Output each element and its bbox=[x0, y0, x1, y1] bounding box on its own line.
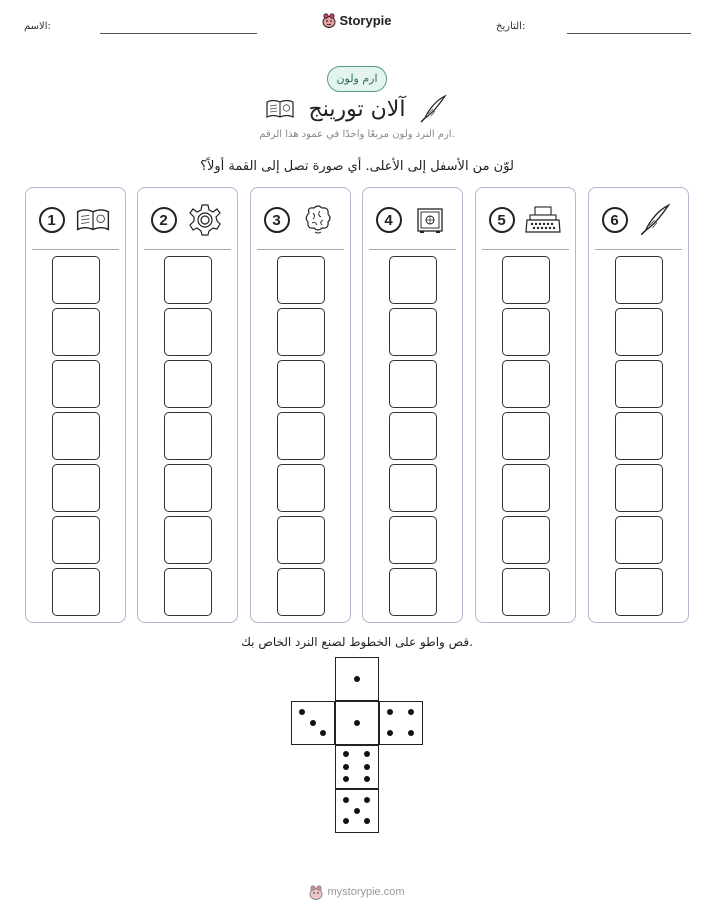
color-box[interactable] bbox=[52, 568, 100, 616]
typewriter-icon bbox=[523, 203, 563, 237]
die-pip bbox=[408, 709, 414, 715]
color-box[interactable] bbox=[615, 568, 663, 616]
die-pip bbox=[364, 776, 370, 782]
column-divider bbox=[257, 249, 344, 250]
die-pip bbox=[387, 730, 393, 736]
color-box[interactable] bbox=[389, 464, 437, 512]
column-divider bbox=[32, 249, 119, 250]
column-number: 4 bbox=[376, 207, 402, 233]
die-pip bbox=[364, 764, 370, 770]
column-divider bbox=[595, 249, 682, 250]
color-box[interactable] bbox=[277, 256, 325, 304]
dice-column-4 bbox=[362, 187, 463, 623]
footer bbox=[0, 884, 714, 904]
color-box[interactable] bbox=[502, 568, 550, 616]
column-divider bbox=[482, 249, 569, 250]
subtitle: ارم النرد ولون مربعًا واحدًا في عمود هذا الرقم. bbox=[259, 129, 455, 140]
color-box[interactable] bbox=[164, 464, 212, 512]
feather-quill-icon bbox=[636, 203, 676, 237]
gear-icon bbox=[185, 203, 225, 237]
column-number: 3 bbox=[264, 207, 290, 233]
color-box[interactable] bbox=[52, 412, 100, 460]
brand-name: Storypie bbox=[339, 12, 392, 28]
open-book-icon bbox=[265, 98, 295, 120]
die-face-1 bbox=[335, 657, 379, 701]
date-line bbox=[567, 33, 691, 34]
color-box[interactable] bbox=[615, 256, 663, 304]
color-box[interactable] bbox=[164, 308, 212, 356]
color-box[interactable] bbox=[277, 568, 325, 616]
cut-instruction: قص واطو على الخطوط لصنع النرد الخاص بك. bbox=[241, 635, 473, 649]
die-pip bbox=[343, 764, 349, 770]
die-pip bbox=[299, 709, 305, 715]
color-box[interactable] bbox=[277, 464, 325, 512]
color-box[interactable] bbox=[277, 360, 325, 408]
column-divider bbox=[369, 249, 456, 250]
color-box[interactable] bbox=[615, 464, 663, 512]
color-box[interactable] bbox=[615, 308, 663, 356]
die-face-1 bbox=[335, 701, 379, 745]
column-number: 6 bbox=[602, 207, 628, 233]
die-face-4 bbox=[379, 701, 423, 745]
color-box[interactable] bbox=[389, 412, 437, 460]
color-box[interactable] bbox=[615, 516, 663, 564]
die-pip bbox=[387, 709, 393, 715]
column-header bbox=[363, 202, 462, 238]
die-pip bbox=[343, 797, 349, 803]
die-pip bbox=[354, 808, 360, 814]
color-box[interactable] bbox=[164, 568, 212, 616]
dice-column-1 bbox=[25, 187, 126, 623]
brand bbox=[0, 12, 714, 32]
die-pip bbox=[364, 751, 370, 757]
color-box[interactable] bbox=[502, 464, 550, 512]
color-box[interactable] bbox=[615, 412, 663, 460]
feather-quill-icon bbox=[419, 94, 449, 124]
column-header bbox=[476, 202, 575, 238]
name-line bbox=[100, 33, 257, 34]
color-box[interactable] bbox=[52, 516, 100, 564]
dice-column-3 bbox=[250, 187, 351, 623]
color-box[interactable] bbox=[277, 412, 325, 460]
column-number: 1 bbox=[39, 207, 65, 233]
color-box[interactable] bbox=[389, 360, 437, 408]
color-box[interactable] bbox=[502, 516, 550, 564]
die-pip bbox=[364, 797, 370, 803]
color-box[interactable] bbox=[389, 256, 437, 304]
color-box[interactable] bbox=[277, 516, 325, 564]
color-box[interactable] bbox=[164, 360, 212, 408]
column-header bbox=[138, 202, 237, 238]
color-box[interactable] bbox=[502, 360, 550, 408]
die-pip bbox=[354, 720, 360, 726]
brain-icon bbox=[298, 203, 338, 237]
column-header bbox=[251, 202, 350, 238]
color-box[interactable] bbox=[164, 516, 212, 564]
title-row bbox=[0, 92, 714, 126]
die-pip bbox=[408, 730, 414, 736]
die-face-5 bbox=[335, 789, 379, 833]
color-box[interactable] bbox=[389, 516, 437, 564]
column-header bbox=[26, 202, 125, 238]
die-pip bbox=[343, 751, 349, 757]
name-label: الاسم: bbox=[24, 21, 51, 32]
die-pip bbox=[343, 776, 349, 782]
color-box[interactable] bbox=[502, 256, 550, 304]
color-box[interactable] bbox=[52, 256, 100, 304]
die-pip bbox=[364, 818, 370, 824]
dice-column-6 bbox=[588, 187, 689, 623]
die-face-6 bbox=[335, 745, 379, 789]
storypie-logo-icon bbox=[309, 884, 323, 900]
color-box[interactable] bbox=[615, 360, 663, 408]
safe-icon bbox=[410, 203, 450, 237]
dice-column-5 bbox=[475, 187, 576, 623]
activity-badge: ارم ولون bbox=[327, 66, 387, 92]
open-book-icon bbox=[73, 203, 113, 237]
die-pip bbox=[354, 676, 360, 682]
die-pip bbox=[343, 818, 349, 824]
color-box[interactable] bbox=[502, 308, 550, 356]
color-box[interactable] bbox=[502, 412, 550, 460]
color-box[interactable] bbox=[52, 464, 100, 512]
column-header bbox=[589, 202, 688, 238]
storypie-logo-icon bbox=[322, 12, 336, 28]
page-title: آلان تورينج bbox=[308, 96, 406, 122]
color-box[interactable] bbox=[277, 308, 325, 356]
color-box[interactable] bbox=[164, 256, 212, 304]
die-pip bbox=[310, 720, 316, 726]
die-face-3 bbox=[291, 701, 335, 745]
die-pip bbox=[320, 730, 326, 736]
color-box[interactable] bbox=[52, 308, 100, 356]
footer-url: mystorypie.com bbox=[327, 886, 405, 898]
color-box[interactable] bbox=[389, 568, 437, 616]
color-box[interactable] bbox=[164, 412, 212, 460]
instruction: لوّن من الأسفل إلى الأعلى. أي صورة تصل إلى القمة أولاً؟ bbox=[200, 159, 514, 174]
date-label: التاريخ: bbox=[496, 21, 526, 32]
column-divider bbox=[144, 249, 231, 250]
color-box[interactable] bbox=[52, 360, 100, 408]
column-number: 2 bbox=[151, 207, 177, 233]
dice-column-2 bbox=[137, 187, 238, 623]
column-number: 5 bbox=[489, 207, 515, 233]
color-box[interactable] bbox=[389, 308, 437, 356]
